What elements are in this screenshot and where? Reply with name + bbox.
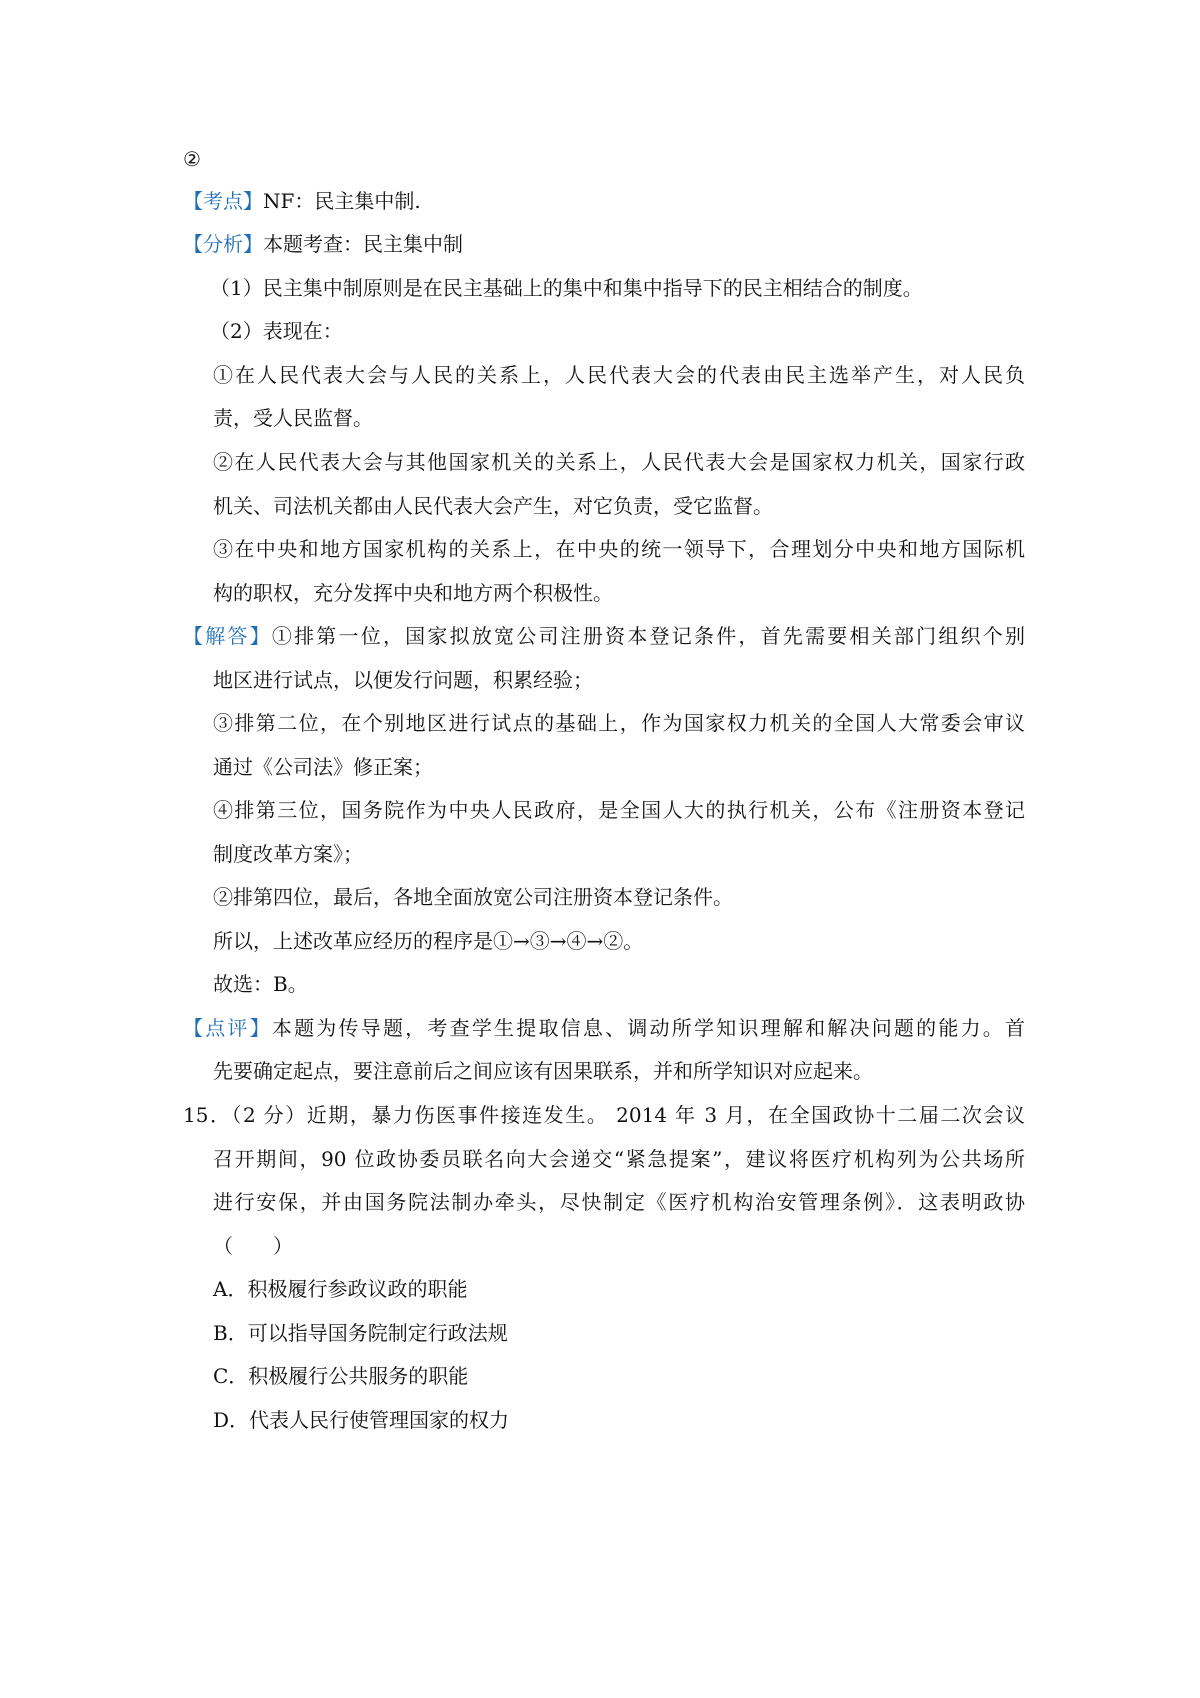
analysis-point-1: （1）民主集中制原则是在民主基础上的集中和集中指导下的民主相结合的制度。 [210, 276, 923, 300]
kaodian-text: NF：民主集中制. [263, 189, 421, 213]
jieda-line-2: 地区进行试点，以便发行问题，积累经验； [213, 668, 593, 692]
fenxi-text: 本题考查：民主集中制 [263, 232, 463, 256]
analysis-item-1-l2: 责，受人民监督。 [213, 406, 373, 430]
question-15-l1: 15．（2 分）近期，暴力伤医事件接连发生。 2014 年 3 月，在全国政协十二届二次会议 [183, 1103, 1025, 1127]
top-marker: ② [183, 147, 201, 171]
step-4: ②排第四位，最后，各地全面放宽公司注册资本登记条件。 [213, 885, 733, 909]
kaodian-tag: 【考点】 [183, 189, 263, 213]
sequence-conclusion: 所以，上述改革应经历的程序是①→③→④→②。 [213, 929, 644, 953]
analysis-point-2: （2）表现在： [210, 319, 343, 343]
dianping-tag: 【点评】 [183, 1016, 272, 1040]
step-3-l1: ④排第三位，国务院作为中央人民政府，是全国人大的执行机关，公布《注册资本登记 [213, 798, 1025, 822]
dianping-line-2: 先要确定起点，要注意前后之间应该有因果联系，并和所学知识对应起来。 [213, 1059, 873, 1083]
fenxi-tag: 【分析】 [183, 232, 263, 256]
option-c[interactable]: C．积极履行公共服务的职能 [213, 1364, 469, 1388]
fenxi-line [183, 231, 463, 257]
question-15-l2: 召开期间，90 位政协委员联名向大会递交“紧急提案”，建议将医疗机构列为公共场所 [213, 1147, 1025, 1171]
answer-choice: 故选：B。 [213, 972, 308, 996]
analysis-item-3-l1: ③在中央和地方国家机构的关系上，在中央的统一领导下，合理划分中央和地方国际机 [213, 537, 1025, 561]
question-15-blank: （ ） [213, 1234, 293, 1258]
option-b[interactable]: B．可以指导国务院制定行政法规 [213, 1321, 508, 1345]
question-15-l3: 进行安保，并由国务院法制办牵头，尽快制定《医疗机构治安管理条例》．这表明政协 [213, 1190, 1025, 1214]
jieda-tag: 【解答】 [183, 624, 272, 648]
kaodian-line [183, 188, 421, 214]
step-2-l2: 通过《公司法》修正案； [213, 755, 433, 779]
analysis-item-3-l2: 构的职权，充分发挥中央和地方两个积极性。 [213, 581, 613, 605]
analysis-item-2-l2: 机关、司法机关都由人民代表大会产生，对它负责，受它监督。 [213, 494, 773, 518]
analysis-item-1-l1: ①在人民代表大会与人民的关系上，人民代表大会的代表由民主选举产生，对人民负 [213, 363, 1025, 387]
step-3-l2: 制度改革方案》； [213, 842, 363, 866]
option-a[interactable]: A．积极履行参政议政的职能 [213, 1277, 468, 1301]
jieda-text-1: ①排第一位，国家拟放宽公司注册资本登记条件，首先需要相关部门组织个别 [271, 624, 1026, 648]
analysis-item-2-l1: ②在人民代表大会与其他国家机关的关系上，人民代表大会是国家权力机关，国家行政 [213, 450, 1025, 474]
dianping-text-1: 本题为传导题，考查学生提取信息、调动所学知识理解和解决问题的能力。首 [271, 1016, 1026, 1040]
step-2-l1: ③排第二位，在个别地区进行试点的基础上，作为国家权力机关的全国人大常委会审议 [213, 711, 1025, 735]
dianping-line-1 [183, 1015, 1025, 1041]
option-d[interactable]: D．代表人民行使管理国家的权力 [213, 1408, 510, 1432]
jieda-line-1 [183, 623, 1025, 649]
